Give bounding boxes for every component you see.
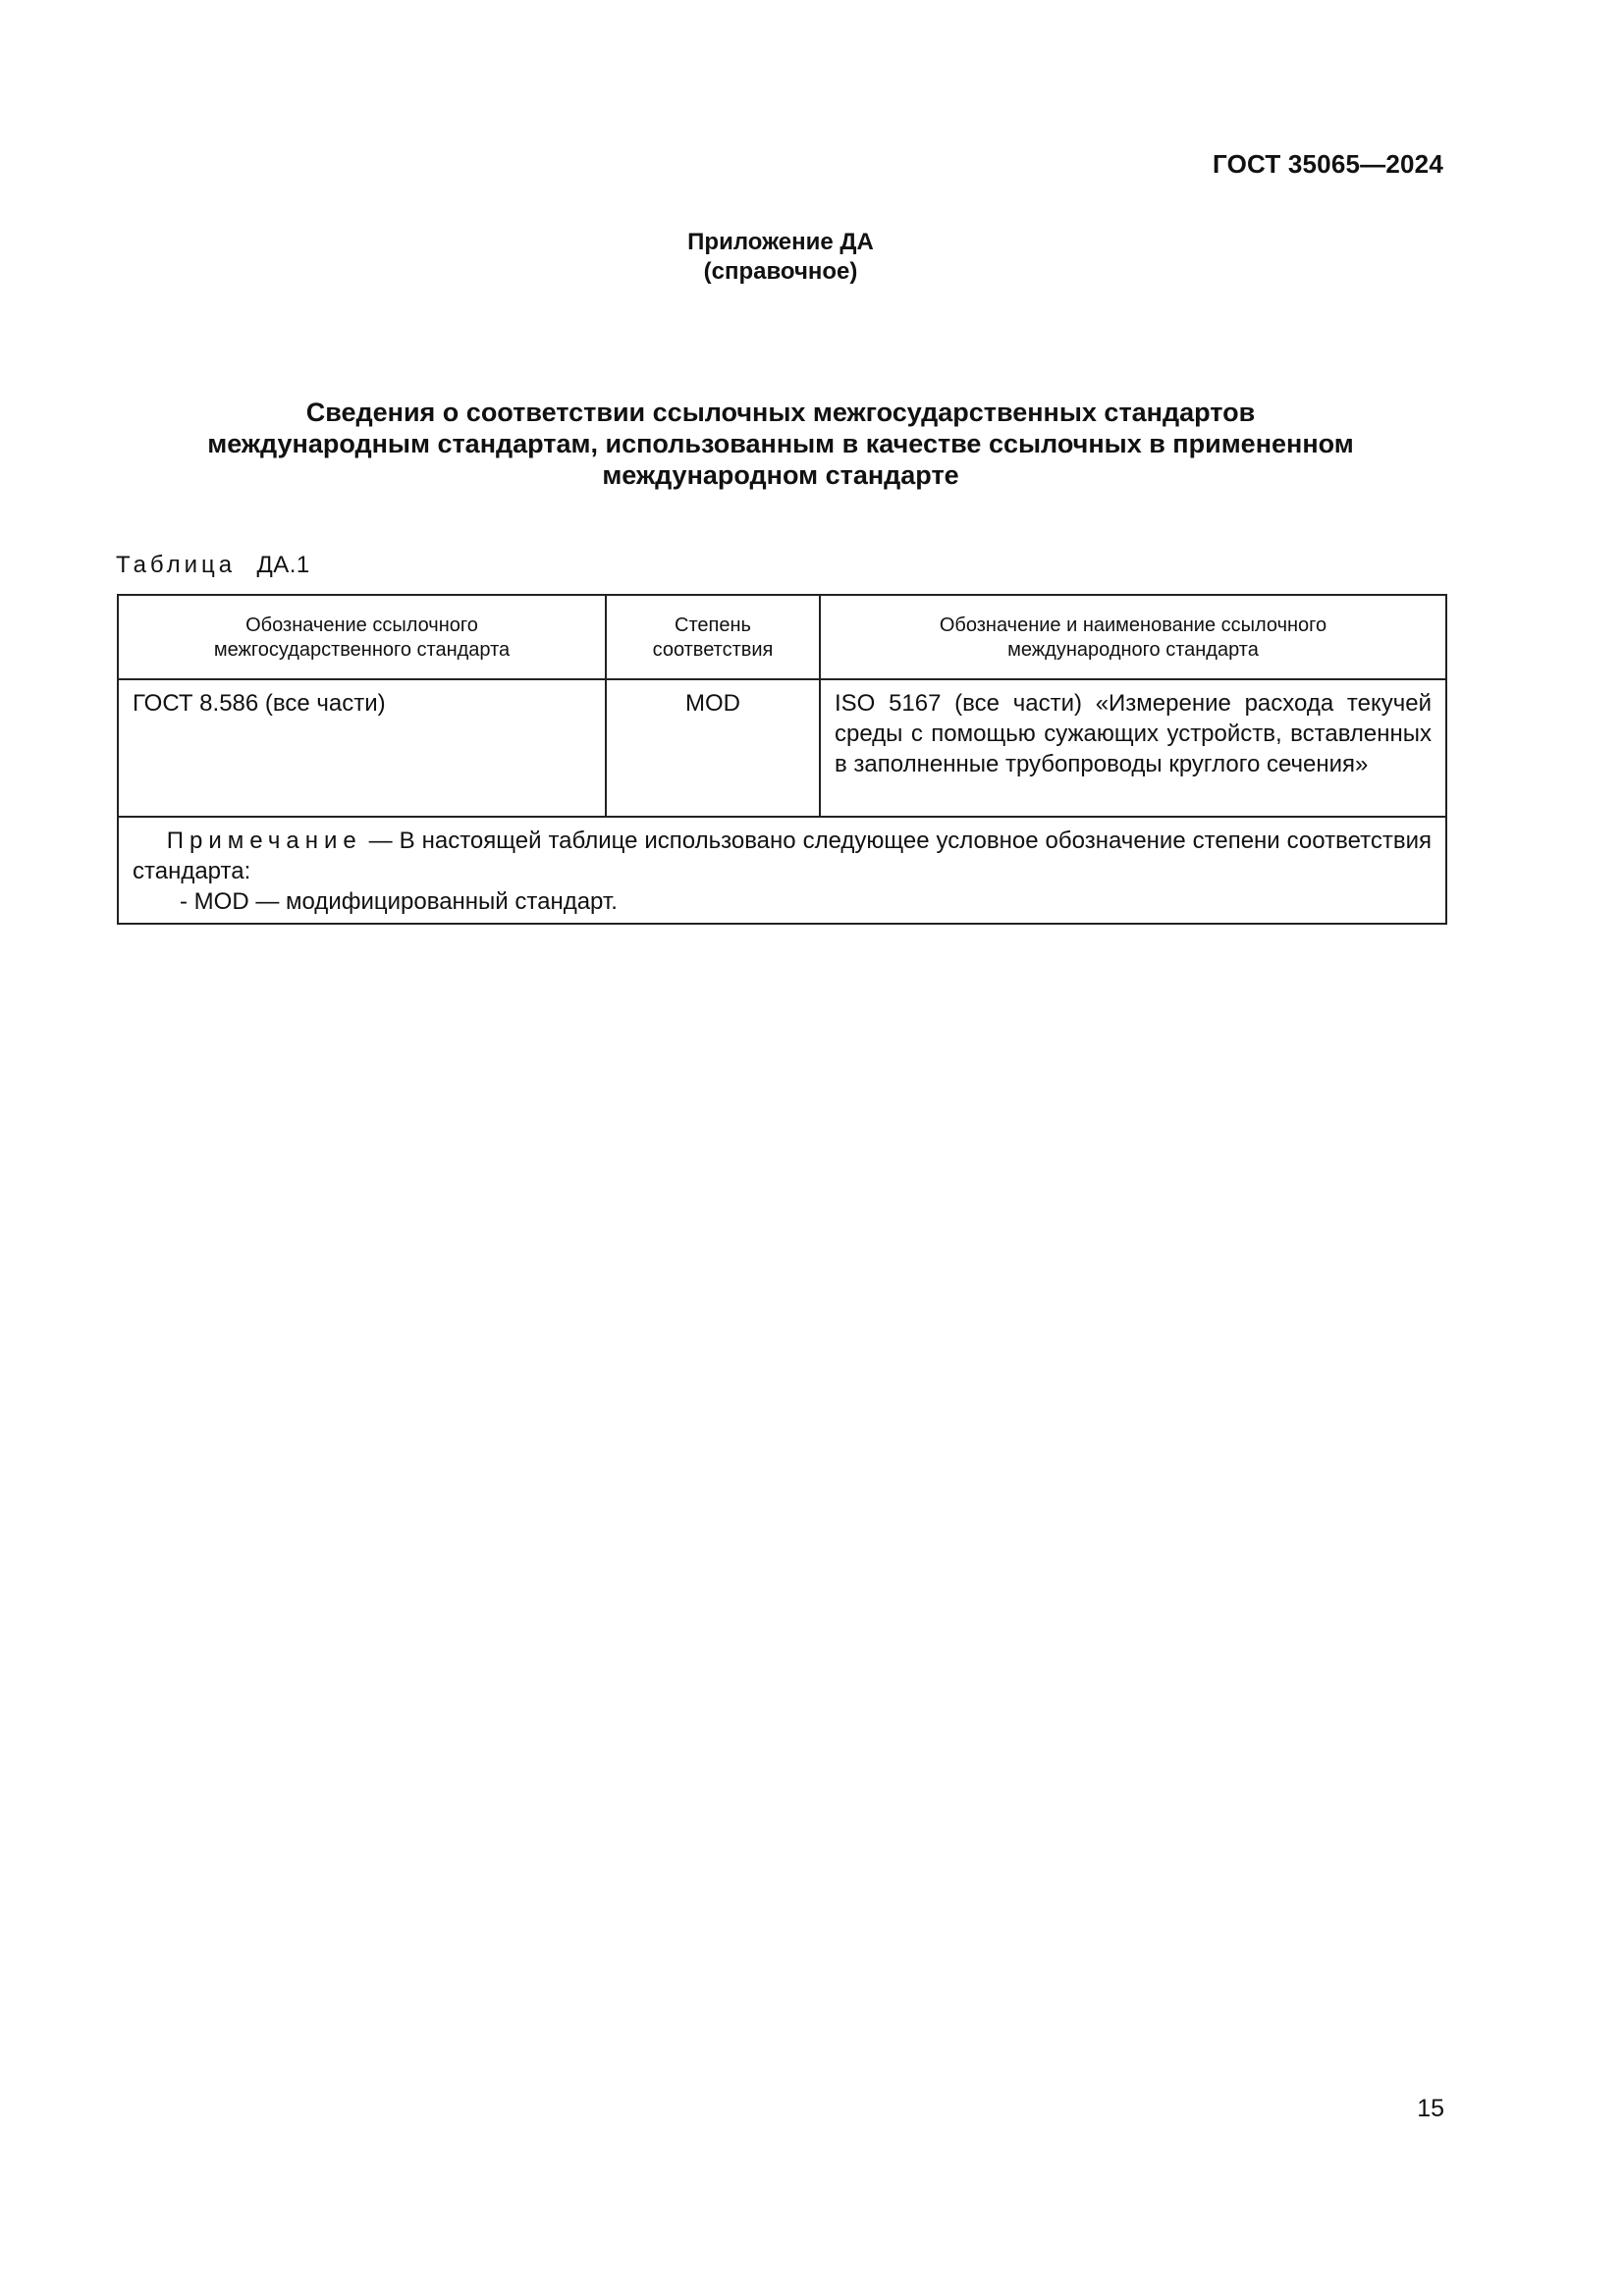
reference-table — [117, 594, 1447, 925]
document-code: ГОСТ 35065—2024 — [1213, 149, 1443, 179]
note-text — [133, 826, 1432, 886]
header-line: соответствия — [652, 639, 774, 661]
table-note-row — [118, 817, 1446, 924]
section-title — [0, 397, 1561, 491]
header-line: Обозначение и наименование ссылочного — [939, 614, 1327, 636]
note-list-item: - MOD — модифицированный стандарт. — [180, 888, 618, 915]
cell-degree: MOD — [606, 679, 820, 817]
section-title-line: международным стандартам, использованным в качестве ссылочных в примененном — [207, 429, 1354, 458]
cell-interstate-standard: ГОСТ 8.586 (все части) — [118, 679, 606, 817]
section-title-line: Сведения о соответствии ссылочных межгосударственных стандартов — [305, 398, 1256, 427]
table-header-row — [118, 595, 1446, 679]
appendix-title: Приложение ДА — [687, 229, 874, 255]
header-line: Степень — [675, 614, 751, 636]
header-line: международного стандарта — [1007, 639, 1259, 661]
table-caption-label: Таблица — [116, 552, 237, 578]
note-body: — В настоящей таблице использовано следующее условное обозначение степени соответствия стандарта: — [133, 828, 1432, 884]
appendix-subtitle: (справочное) — [703, 258, 858, 285]
table-caption-number: ДА.1 — [256, 552, 310, 578]
appendix-heading — [0, 228, 1561, 287]
table-note — [118, 817, 1446, 924]
header-line: межгосударственного стандарта — [213, 639, 511, 661]
table-caption — [116, 552, 310, 579]
note-label: Примечание — [166, 828, 362, 854]
header-international-standard — [820, 595, 1446, 679]
table-row — [118, 679, 1446, 817]
header-interstate-standard — [118, 595, 606, 679]
cell-international-standard: ISO 5167 (все части) «Измерение расхода текучей среды с помощью сужающих устройств, вставленных в заполненные трубопроводы круглого сечения» — [820, 679, 1446, 817]
header-degree — [606, 595, 820, 679]
header-line: Обозначение ссылочного — [245, 614, 478, 636]
page-number: 15 — [1417, 2095, 1444, 2122]
section-title-line: международном стандарте — [602, 460, 959, 490]
